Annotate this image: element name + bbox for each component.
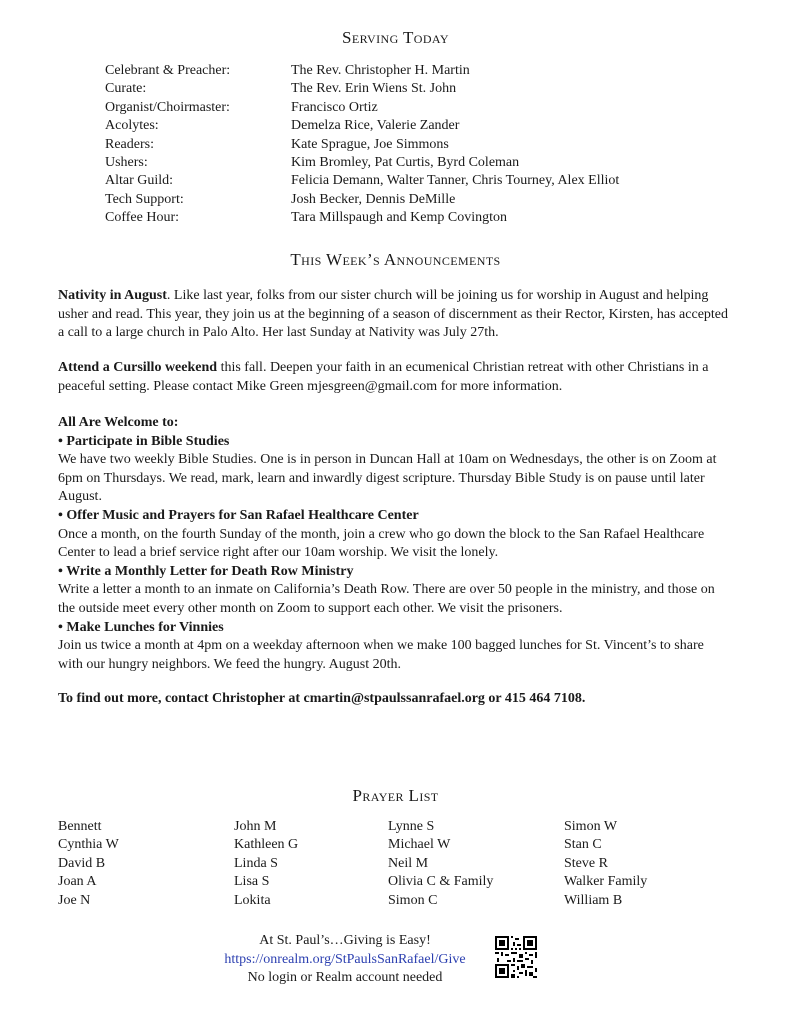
serving-list <box>105 62 619 228</box>
prayer-name: Lisa S <box>234 874 270 890</box>
serving-role: Readers: <box>105 136 154 152</box>
prayer-name: Michael W <box>388 837 451 853</box>
serving-name: Kate Sprague, Joe Simmons <box>291 136 449 152</box>
prayer-name: Joan A <box>58 874 97 890</box>
prayer-name: Stan C <box>564 837 602 853</box>
item-text: Write a letter a month to an inmate on California’s Death Row. There are over 50 people in the ministry, and those on the outside meet every other month on Zoom to support each other. We visit the prisoners. <box>58 582 715 616</box>
prayer-name: Neil M <box>388 855 429 871</box>
serving-name: Tara Millspaugh and Kemp Covington <box>291 210 507 226</box>
serving-row <box>105 154 619 172</box>
welcome-section <box>58 414 730 674</box>
prayer-name: Kathleen G <box>234 837 299 853</box>
serving-row <box>105 209 619 227</box>
serving-role: Acolytes: <box>105 118 159 134</box>
prayer-column <box>564 818 647 910</box>
prayer-name: David B <box>58 855 106 871</box>
serving-role: Tech Support: <box>105 191 184 207</box>
serving-row <box>105 191 619 209</box>
prayer-name: William B <box>564 892 623 908</box>
serving-row <box>105 99 619 117</box>
item-text: Join us twice a month at 4pm on a weekday afternoon when we make 100 bagged lunches for St. Vincent’s to share with our hungry neighbors. We feed the hungry. August 20th. <box>58 638 704 672</box>
serving-row <box>105 80 619 98</box>
nativity-announcement <box>58 287 730 343</box>
serving-role: Organist/Choirmaster: <box>105 99 230 115</box>
prayer-name: Steve R <box>564 855 608 871</box>
item-text: We have two weekly Bible Studies. One is in person in Duncan Hall at 10am on Wednesdays, the other is on Zoom at 6pm on Thursdays. We read, mark, learn and inwardly digest scripture. Thursday Bible Study is on pause until later August. <box>58 452 717 505</box>
prayer-name: Walker Family <box>564 874 648 890</box>
item-heading: • Participate in Bible Studies <box>58 433 230 449</box>
nativity-heading: Nativity in August <box>58 288 167 303</box>
item-heading: • Offer Music and Prayers for San Rafael Healthcare Center <box>58 507 419 523</box>
serving-role: Celebrant & Preacher: <box>105 63 231 78</box>
serving-row <box>105 62 619 80</box>
item-heading: • Make Lunches for Vinnies <box>58 619 224 635</box>
qr-code-icon[interactable] <box>495 936 537 978</box>
prayer-name: Simon C <box>388 892 438 908</box>
giving-link[interactable]: https://onrealm.org/StPaulsSanRafael/Give <box>224 951 466 967</box>
prayer-name: Joe N <box>58 892 91 908</box>
item-text: Once a month, on the fourth Sunday of the month, join a crew who go down the block to the San Rafael Healthcare Center to lead a brief service right after our 10am worship. We visit the lonely. <box>58 526 705 561</box>
serving-name: The Rev. Erin Wiens St. John <box>291 81 457 97</box>
prayer-name: Lynne S <box>388 819 435 834</box>
prayer-title: Prayer List <box>352 786 439 805</box>
giving-section <box>0 932 690 988</box>
item-heading: • Write a Monthly Letter for Death Row Ministry <box>58 563 354 579</box>
serving-role: Coffee Hour: <box>105 210 179 226</box>
prayer-name: Lokita <box>234 892 271 908</box>
cursillo-heading: Attend a Cursillo weekend <box>58 360 218 375</box>
serving-title: Serving Today <box>342 28 449 47</box>
giving-note: No login or Realm account needed <box>247 970 443 986</box>
contact-line <box>58 690 730 709</box>
cursillo-announcement <box>58 359 730 396</box>
announcements-title: This Week’s Announcements <box>290 250 501 269</box>
prayer-name: Olivia C & Family <box>388 874 494 890</box>
prayer-column <box>58 818 119 910</box>
serving-name: Demelza Rice, Valerie Zander <box>291 118 460 134</box>
serving-row <box>105 172 619 190</box>
serving-name: Josh Becker, Dennis DeMille <box>291 191 456 207</box>
giving-headline: At St. Paul’s…Giving is Easy! <box>259 933 431 948</box>
serving-role: Curate: <box>105 81 147 97</box>
serving-name: Kim Bromley, Pat Curtis, Byrd Coleman <box>291 155 520 171</box>
serving-row <box>105 117 619 135</box>
serving-role: Ushers: <box>105 155 148 171</box>
serving-row <box>105 136 619 154</box>
serving-name: The Rev. Christopher H. Martin <box>291 63 470 78</box>
nativity-text: . Like last year, folks from our sister church will be joining us for worship in August and helping usher and read. This year, they join us at the beginning of a season of discernment as their Rector, Kirsten, has accepted a call to a large church in Palo Alto. Her last Sunday at Nativity was July 27th. <box>58 288 729 341</box>
prayer-name: John M <box>234 819 277 834</box>
serving-role: Altar Guild: <box>105 173 174 189</box>
serving-name: Francisco Ortiz <box>291 99 378 115</box>
cursillo-text: this fall. Deepen your faith in an ecumenical Christian retreat with other Christians in a peaceful setting. Please contact Mike Green mjesgreen@gmail.com for more information. <box>58 360 709 394</box>
prayer-name: Linda S <box>234 855 278 871</box>
welcome-heading: All Are Welcome to: <box>58 415 179 430</box>
serving-name: Felicia Demann, Walter Tanner, Chris Tourney, Alex Elliot <box>291 173 620 189</box>
prayer-name: Simon W <box>564 819 618 834</box>
prayer-name: Cynthia W <box>58 837 119 853</box>
prayer-column <box>388 818 493 910</box>
prayer-name: Bennett <box>58 819 102 834</box>
contact-text: To find out more, contact Christopher at cmartin@stpaulssanrafael.org or 415 464 7108. <box>58 691 586 706</box>
prayer-column <box>234 818 298 910</box>
